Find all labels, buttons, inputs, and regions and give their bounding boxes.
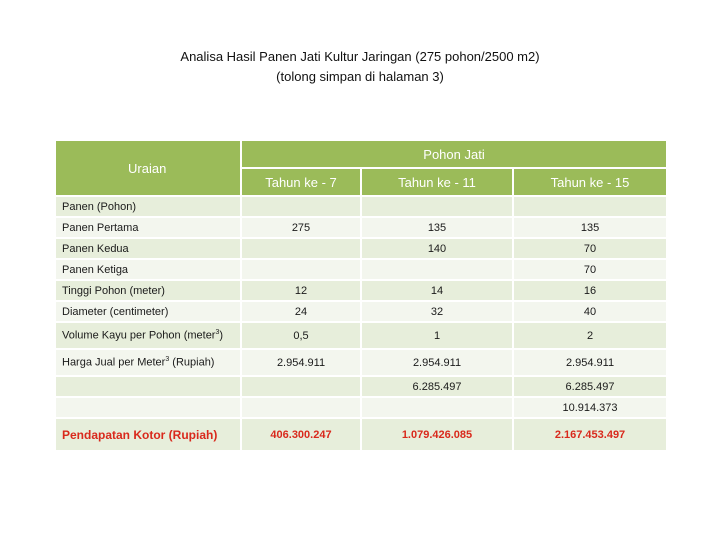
table-cell: 275 [241,217,361,238]
slide-title: Analisa Hasil Panen Jati Kultur Jaringan (275 pohon/2500 m2) [180,49,540,64]
row-label-superscript: 3 [165,356,170,364]
table-cell: 70 [513,259,667,280]
table-cell: 0,5 [241,322,361,349]
table-cell: 135 [513,217,667,238]
table-cell: 6.285.497 [361,376,513,397]
table-cell: 14 [361,280,513,301]
table-cell [241,397,361,418]
row-label [55,397,241,418]
row-label [55,280,241,301]
row-label-text: Volume Kayu per Pohon (meter [62,329,216,342]
table-cell: 2.954.911 [513,349,667,376]
row-label [55,196,241,217]
table-cell: 24 [241,301,361,322]
table-row [55,349,667,376]
table-cell [361,259,513,280]
table-cell: 1 [361,322,513,349]
total-value: 406.300.247 [241,418,361,451]
row-label-tail: ) [219,329,224,342]
column-header-uraian: Uraian [55,140,241,196]
row-label-text: Panen Kedua [62,242,129,255]
table-cell: 32 [361,301,513,322]
row-label [55,376,241,397]
column-group-header: Pohon Jati [241,140,667,168]
table-row [55,259,667,280]
row-label [55,259,241,280]
row-label-text: Panen Pertama [62,221,139,234]
table-cell: 12 [241,280,361,301]
table-row [55,301,667,322]
table-header-row [55,140,667,168]
total-row [55,418,667,451]
row-label-text: Panen Ketiga [62,263,129,276]
row-label-superscript: 3 [215,329,220,337]
total-value: 1.079.426.085 [361,418,513,451]
table-cell [361,196,513,217]
row-label-text: Panen (Pohon) [62,200,136,213]
table-row [55,217,667,238]
table-cell: 70 [513,238,667,259]
table-cell [361,397,513,418]
row-label [55,301,241,322]
row-label-text: Harga Jual per Meter [62,356,166,369]
column-header-year-11: Tahun ke - 11 [361,168,513,196]
table-row [55,280,667,301]
row-label-text: Diameter (centimeter) [62,305,169,318]
table-cell: 2 [513,322,667,349]
table-cell: 2.954.911 [241,349,361,376]
column-header-year-7: Tahun ke - 7 [241,168,361,196]
table-row [55,322,667,349]
table-cell [241,196,361,217]
table-cell: 135 [361,217,513,238]
table-cell: 140 [361,238,513,259]
table-cell: 10.914.373 [513,397,667,418]
table-cell [241,376,361,397]
table-cell: 40 [513,301,667,322]
table-cell [513,196,667,217]
table-cell: 2.954.911 [361,349,513,376]
table-cell [241,259,361,280]
row-label [55,349,241,376]
total-label: Pendapatan Kotor (Rupiah) [55,418,241,451]
row-label-text: Tinggi Pohon (meter) [62,284,165,297]
table-row [55,376,667,397]
table-cell: 16 [513,280,667,301]
table-row [55,238,667,259]
table-cell [241,238,361,259]
total-value: 2.167.453.497 [513,418,667,451]
table-row [55,196,667,217]
row-label-tail: (Rupiah) [169,356,215,369]
row-label [55,217,241,238]
harvest-analysis-table [54,139,668,452]
row-label [55,322,241,349]
column-header-year-15: Tahun ke - 15 [513,168,667,196]
table-cell: 6.285.497 [513,376,667,397]
row-label [55,238,241,259]
table-row [55,397,667,418]
slide-subtitle-note: (tolong simpan di halaman 3) [276,69,444,84]
